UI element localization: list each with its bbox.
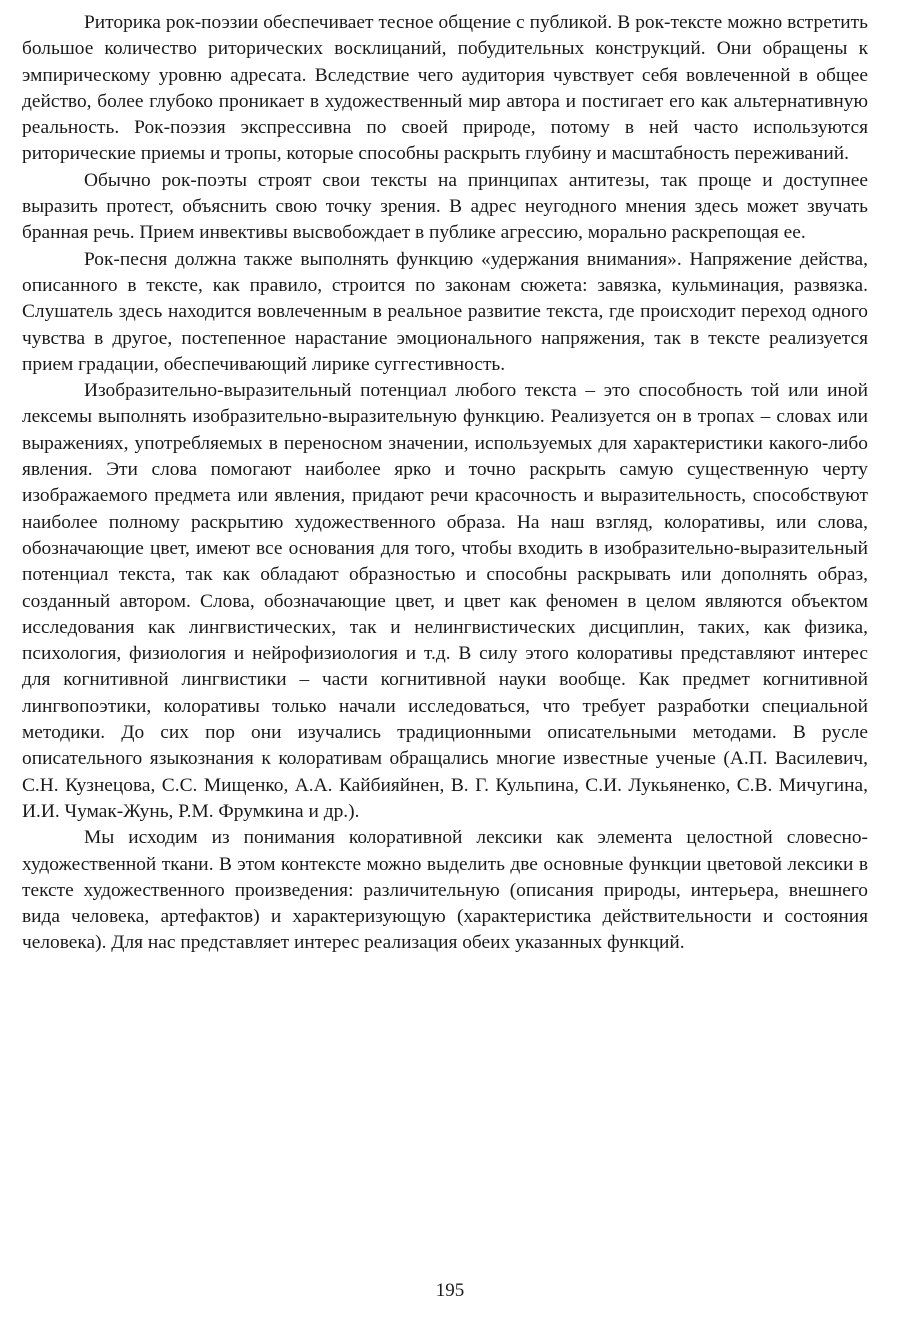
paragraph-antithesis: Обычно рок-поэты строят свои тексты на принципах антитезы, так проще и доступнее выразить протест, объяснить свою точку зрения. В адрес неугодного мнения здесь может звучать бранная речь. Прием инвективы высвобождает в публике агрессию, морально раскрепощая ее. [22, 169, 868, 244]
paragraph-coloratives: Изобразительно-выразительный потенциал любого текста – это способность той или иной лексемы выполнять изобразительно-выразительную функцию. Реализуется он в тропах – словах или выражениях, употребляемых в переносном значении, используемых для характеристики какого-либо явления. Эти слова помогают наиболее ярко и точно раскрыть самую существенную черту изображаемого предмета или явления, придают речи красочность и выразительность, способствуют наиболее полному раскрытию художественного образа. На наш взгляд, колоративы, или слова, обозначающие цвет, имеют все основания для того, чтобы входить в изобразительно-выразительный потенциал текста, так как обладают образностью и способны раскрывать или дополнять образ, созданный автором. Слова, обозначающие цвет, и цвет как феномен в целом являются объектом исследования как лингвистических, так и нелингвистических дисциплин, таких, как физика, психология, физиология и нейрофизиология и т.д. В силу этого колоративы представляют интерес для когнитивной лингвистики – части когнитивной науки вообще. Как предмет когнитивной лингвопоэтики, колоративы только начали исследоваться, что требует разработки специальной методики. До сих пор они изучались традиционными описательными методами. В русле описательного языкознания к колоративам обращались многие известные ученые (А.П. Василевич, С.Н. Кузнецова, С.С. Мищенко, А.А. Кайбияйнен, В. Г. Кульпина, С.И. Лукьяненко, С.В. Мичугина, И.И. Чумак-Жунь, Р.М. Фрумкина и др.). [22, 380, 868, 822]
body-text [22, 10, 868, 957]
paragraph-functions: Мы исходим из понимания колоративной лексики как элемента целостной словесно-художественной ткани. В этом контексте можно выделить две основные функции цветовой лексики в тексте художественного произведения: различительную (описания природы, интерьера, внешнего вида человека, артефактов) и характеризующую (характеристика действительности и состояния человека). Для нас представляет интерес реализация обеих указанных функций. [22, 827, 868, 954]
paragraph-rhetoric: Риторика рок-поэзии обеспечивает тесное общение с публикой. В рок-тексте можно встретить большое количество риторических восклицаний, побудительных конструкций. Они обращены к эмпирическому уровню адресата. Вследствие чего аудитория чувствует себя вовлеченной в общее действо, более глубоко проникает в художественный мир автора и постигает его как альтернативную реальность. Рок-поэзия экспрессивна по своей природе, потому в ней часто используются риторические приемы и тропы, которые способны раскрыть глубину и масштабность переживаний. [22, 12, 868, 165]
paragraph-attention: Рок-песня должна также выполнять функцию «удержания внимания». Напряжение действа, описанного в тексте, как правило, строится по законам сюжета: завязка, кульминация, развязка. Слушатель здесь находится вовлеченным в реальное развитие текста, где происходит переход одного чувства в другое, постепенное нарастание эмоционального напряжения, так в тексте реализуется прием градации, обеспечивающий лирике суггестивность. [22, 248, 868, 375]
page-number: 195 [435, 1280, 465, 1301]
